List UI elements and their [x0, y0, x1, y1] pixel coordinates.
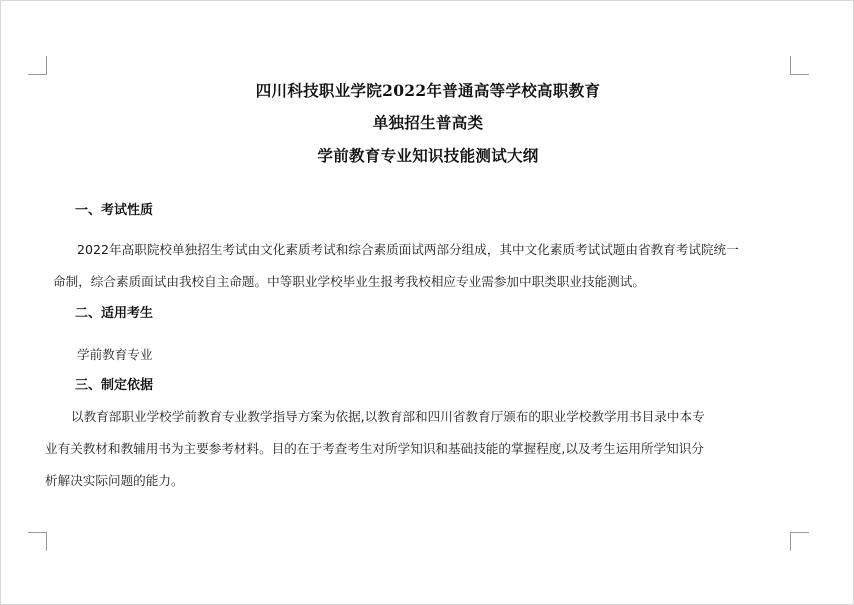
page-corner-mark-bottom-left	[28, 532, 47, 551]
document-title-line-2: 单独招生普高类	[372, 113, 484, 132]
document-title-line-3: 学前教育专业知识技能测试大纲	[317, 146, 539, 165]
section-basis-text-line-3: 析解决实际问题的能力。	[45, 473, 184, 488]
section-heading-eligible-candidates: 二、适用考生	[75, 306, 154, 321]
section-exam-nature-text-line-1: 2022年高职院校单独招生考试由文化素质考试和综合素质面试两部分组成，其中文化素质考试试题由省教育考试院统一	[77, 242, 739, 257]
section-basis-text-line-1: 以教育部职业学校学前教育专业教学指导方案为依据,以教育部和四川省教育厅颁布的职业学校教学用书目录中本专	[71, 409, 705, 424]
section-heading-exam-nature: 一、考试性质	[75, 203, 154, 218]
page-corner-mark-top-left	[28, 56, 47, 75]
section-exam-nature-text-line-2: 命制，综合素质面试由我校自主命题。中等职业学校毕业生报考我校相应专业需参加中职类职业技能测试。	[53, 274, 645, 289]
document-title-line-1: 四川科技职业学院2022年普通高等学校高职教育	[255, 81, 601, 100]
section-eligible-candidates-text: 学前教育专业	[77, 347, 153, 362]
section-basis-text-line-2: 业有关教材和教辅用书为主要参考材料。目的在于考查考生对所学知识和基础技能的掌握程度,以及考生运用所学知识分	[45, 441, 704, 456]
page-corner-mark-bottom-right	[790, 532, 809, 551]
page-corner-mark-top-right	[790, 56, 809, 75]
section-heading-basis: 三、制定依据	[75, 378, 154, 393]
